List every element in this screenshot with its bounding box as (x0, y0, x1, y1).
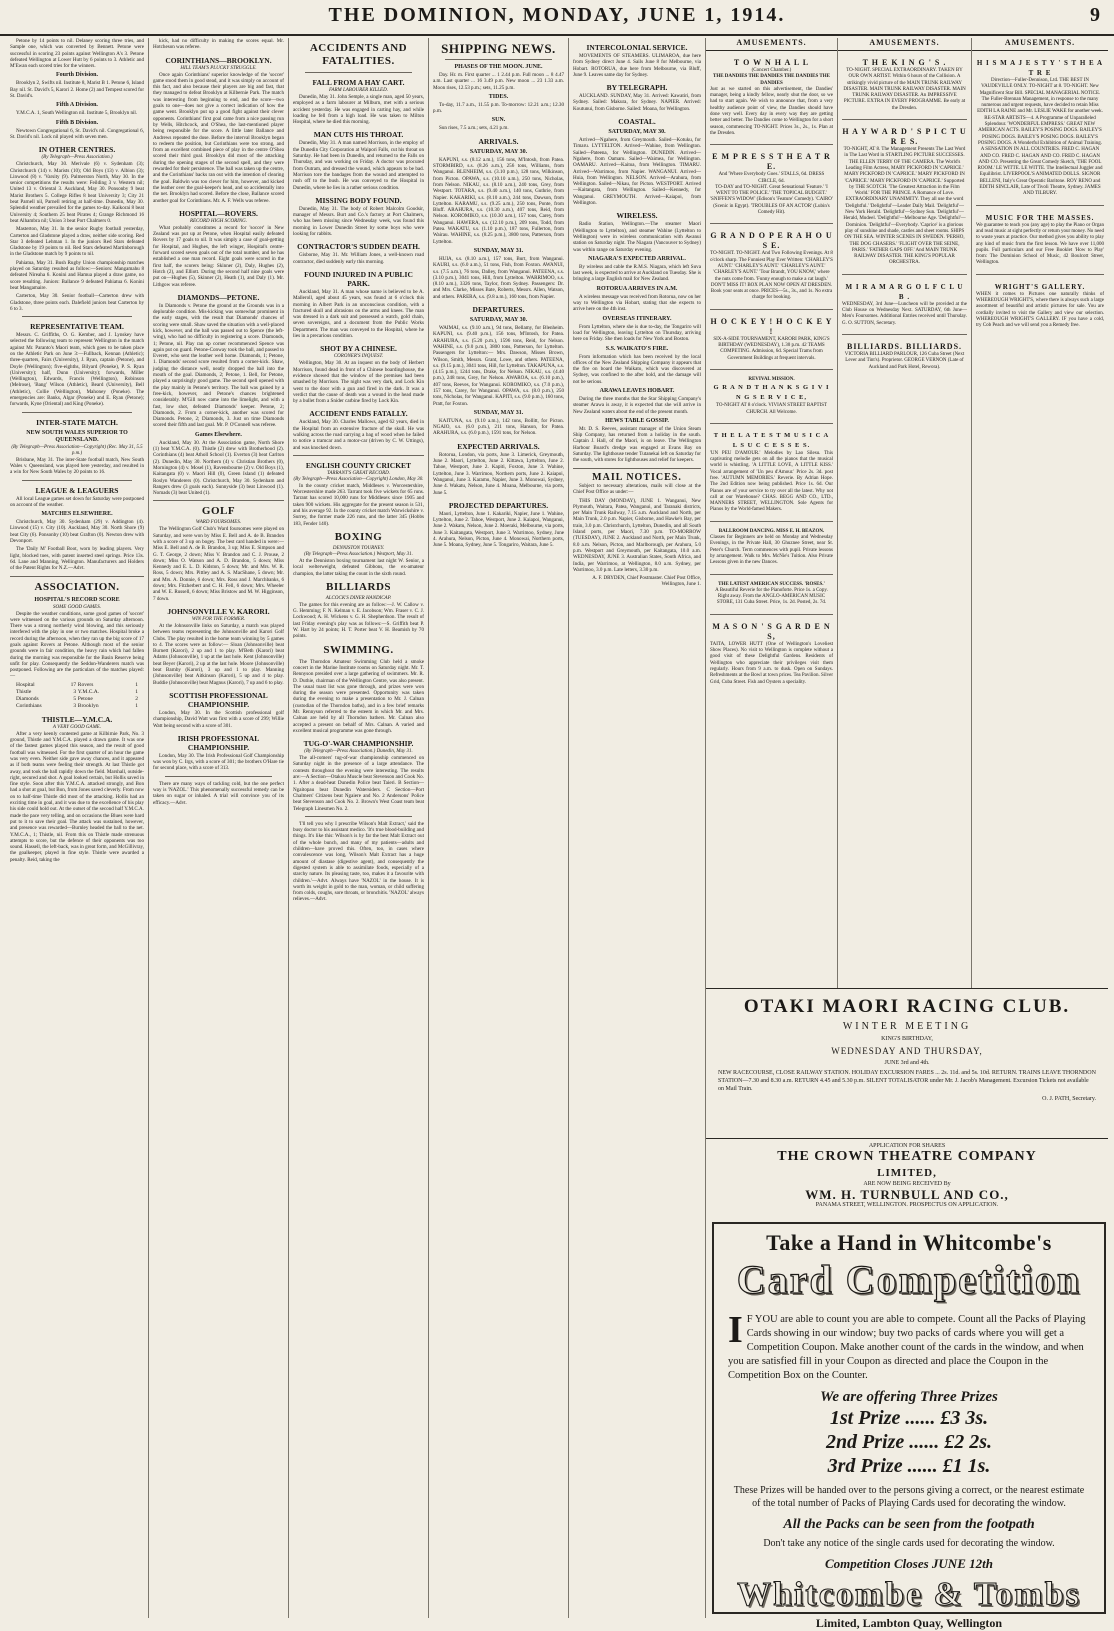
article-text: THIS DAY (MONDAY), JUNE 1. Wanganui, New Plymouth, Waitara, Patea, Wanganui, and Taranaki districts, per Main Trunk Railway, 7.15 a.m. Auckland and North, per Main Trunk, 2.0 p.m. Napier, Gisborne, and Hawke's Bay, per train, 3.0 p.m. Christchurch, Lyttelton, Dunedin, and all South Island ports, per Maori, 7.30 p.m. TO-MORROW (TUESDAY), JUNE 2. Auckland and North, per Main Trunk, 8.0 a.m. Nelson, Picton, and Marlborough, per Arahura, 5.0 p.m. Westport and Greymouth, per Kaitangata, 10.0 a.m. WEDNESDAY, JUNE 3. Australian States, South Africa, and India, per Warrimoo, at Wellington, 8.0 a.m. Sydney, per Warrimoo, 3.0 p.m. Late letters, 3.30 p.m. (573, 497, 701, 573)
advertisement-text: The 'Daily M' Football Boot, worn by leading players. Very light, blocked toes, with patent inserted steel springs. Price 13s. 6d. Lane and Manning, Wellington. Manufacturers and Holders of the Patent Rights for N.Z.—Advt. (10, 546, 144, 572)
ad-line: TO-NIGHT. TO-NIGHT. And Two Following Evenings. At 8 o'clock sharp. The Funniest Play Ever Written: 'CHARLEY'S AUNT.' 'CHARLEY'S AUNT.' 'CHARLEY'S AUNT.' 'CHARLEY'S AUNT.' 'Tour Brandt, YOU KNOW,' where the nuts come from. 'Funny enough to make a cat laugh.' DON'T MISS IT! BOX PLAN NOW OPEN AT DRESDEN. Book your seats at once. PRICES—5s., 3s., and 1s. No extra charge for booking. (710, 251, 833, 301)
results-cell: Rovers (77, 681, 94, 688)
article-text: Arrived—Ngahere, from Greymouth. Sailed—Kotuku, for Timaru. LYTTELTON. Arrived—Wahine, from Wellington. Sailed—Pateena, for Wellington. DUNEDIN. Arrived—Ngahere, from Oamaru. Sailed—Waimea, for Wellington. OAMARU. Arrived—Kaitoa, from Wellington. TIMARU. Arrived—Warrimoo, from Napier. WANGANUI. Arrived—Huia, from Wellington. NELSON. Arrived—Arahura, from Wellington. Sailed—Nikau, for Picton. WESTPORT. Arrived—Kaitangata, from Wellington. Sailed—Kennedy, for Wanganui. GREYMOUTH. Arrived—Kaiapoi, from Wellington. (573, 137, 701, 207)
article-text: KAPUNI, s.s. (8.12 a.m.), 156 tons, M'Intosh, from Patea. STORMBIRD, s.s. (8.26 a.m.), 256 tons, Williams, from Wanganui. BLENHEIM, s.s. (3.10 p.m.), 128 tons, Wilkinson, from Picton. OPAWA, s.s. (10.10 a.m.), 250 tons, Nicholas, from Nelson. NIKAU, s.s. (8.10 a.m.), 240 tons, Grey, from Westport. TOTARA, s.s. (9.40 a.m.), 140 tons, Guthrie, from Napier. KAKARIKI, s.s. (8.10 a.m.), 244 tons, Dawson, from Lyttelton. KARAMU, s.s. (9.25 a.m.), 250 tons, Ponte, from Bluff. ARAHURA, s.s. (10.30 a.m.), 407 tons, Reid, from Nelson. KOROMIKO, s.s. (10.30 a.m.), 157 tons, Carey, from Wanganui. HAWERA, s.s. (12.10 p.m.), 209 tons, Todd, from Patea. WAKATU, s.s. (1.10 p.m.), 187 tons, Fullerton, from Wairau. WAHINE, s.s. (8.25 p.m.), 3800 tons, Patterson, from Lyttelton. (433, 156, 564, 245)
divider (976, 205, 1104, 206)
advertisement-grand-opera (710, 228, 833, 304)
article-headline: BILLIARDS (325, 580, 392, 593)
prize-line: 1st Prize ...... £3 3s. (829, 1407, 989, 1429)
article-headline: LEAGUE & LEAGUERS (35, 485, 119, 495)
ad-line: TAITA, LOWER HUTT (One of Wellington's Loveliest Show Places). No visit to Wellington is complete without a good visit of these Delightful Gardens. Residents of Wellington who appreciate their privileges visit them regularly. Hours from 9 a.m. to dusk. Open on Sundays. Refreshments at the Bowl at town prices. Tea Pavilion. Silver Grid, Cuba Street. Fish and Oysters a speciality. (710, 641, 834, 685)
article-text: Despite the weather conditions, some good games of 'soccer' were witnessed on the various grounds on Saturday afternoon. There was a strong northerly wind blowing, and this seriously interfered with the play in one or two matches. Hospital broke a record during the afternoon, when they ran up the big score of 17 goals against Rovers at Petone. Although most of the senior grounds were in fair condition, the heavy rain which had fallen during the morning was responsible for the Basin Reserve being unfit for play. Consequently the Seddon-Wanderers match was postponed. Following are the particulars of the matches played:— (10, 610, 144, 680)
results-cell: Brooklyn (77, 702, 99, 709)
article-text: From Lyttelton, where she is due to-day, the Tongariro will load for Wellington, leaving Lyttelton on Thursday, arriving here on Friday. She then loads for New York and Boston. (573, 323, 701, 343)
ad-title: T H E L A T E S T M U S I C A L S U C C E S S E S. (713, 431, 830, 449)
article-text: During the three months that the Star Shipping Company's steamer Arawa is away, it is expected that she will arrive in New Zealand waters about the end of the present month. (573, 395, 701, 415)
ad-line: VICTORIA BILLIARD PARLOUR, 126 Cuba Street (Next Lever and Tint's). Proprietor. GEORGE VERNON (Late of Auckland and Park Hotel, Rewora). (844, 351, 965, 370)
article-headline: NIAGARA'S EXPECTED ARRIVAL. (588, 255, 686, 262)
results-cell: 1 (135, 688, 138, 695)
results-row (16, 696, 138, 703)
divider (445, 59, 552, 60)
ad-body (728, 1309, 1090, 1383)
section-heading: Games Elsewhere. (195, 431, 242, 438)
advertisement-otaki-racing (706, 988, 1108, 1139)
ad-title: E M P R E S S T H E A T R E. (712, 152, 831, 172)
advertisement-dancing (710, 526, 833, 570)
article-text: Day. Hr. m. First quarter ... 1 2.44 p.m. Full moon ... 8 4.47 a.m. Last quarter ... 16 3.49 p.m. New moon ... 23 1.33 a.m. Moon rises, 12.53 p.m.; sets, 11.25 p.m. (433, 72, 564, 91)
divider (22, 480, 132, 481)
ad-line: BALLROOM DANCING. MISS E. H. BEAZON. (718, 528, 825, 534)
column-6 (706, 38, 838, 988)
ad-line: TO-DAY and TO-NIGHT. Great Sensational 'Feature.' 'I WENT TO THE POLICE.' 'THE TOPICAL BUDGET.' 'SNIFFEN'S WIDOW' (Edison's 'Feature' Comedy). 'CAIRO' (Scenic in Egypt). 'TROUBLES OF AN ACTOR' (Lubin's Comedy Hit). (710, 184, 833, 216)
divider (153, 500, 284, 501)
article-text: To-day, 11.7 a.m., 11.55 p.m. To-morrow: 12.21 a.m.; 12.30 p.m. (433, 101, 564, 115)
advertisement-kings (842, 55, 967, 115)
article-text: Maori, Lyttelton, June 1. Kakariki, Napier, June 1. Wahine, Lyttelton, June 2. Tahoe, Westport, June 2. Kaiapoi, Wanganui, June 2. Wakatu, Nelson, June 2. Moeraki, Melbourne, via ports, June 3. Kaitangata, Westport, June 3. Warrimoo, Sydney, June 4. Arahura, Nelson, Picton, June 4. Monowai, Northern ports, June 5. Moana, Sydney, June 5. Tongariro, Waitara, June 5. (433, 510, 564, 549)
divider (293, 455, 424, 456)
company-name: Whitcombe & Tombs (737, 1576, 1081, 1613)
ad-closing-date: Competition Closes JUNE 12th (825, 1556, 993, 1571)
article-text: Auckland, May 30. Charles Mallows, aged 62 years, died in the Hospital from an extensive fracture of the skull. He was walking across the road carrying a bag of wood when he failed to notice a tramcar and a motor-car (driven by C. W. Uttings), and was knocked down. (293, 419, 424, 451)
article-text: In the county cricket match, Middlesex v. Worcestershire, Worcestershire made 263. Tarrant took five wickets for 65 runs. Tarrant has scored 10,000 runs for Middlesex since 1905 and taken 900 wickets. His aggregate for the present season is 531, and his average 92. In the county cricket match Warwickshire v. Surrey, the former made 226 runs, and the latter 345 (Hobbs 183, Fender 140). (293, 482, 424, 527)
article-text: Radio Station, Wellington.—The steamer Maori (Wellington to Lyttelton), and steamer Wahine (Lyttelton to Wellington) were in wireless communication with Awanui station on Saturday night. The Niagara (Vancouver to Sydney) was within range on Saturday evening. (573, 221, 701, 253)
article-headline: MAN CUTS HIS THROAT. (313, 130, 404, 140)
advertisement-masons-gardens (710, 619, 833, 689)
ad-title: Take a Hand in Whitcombe's (766, 1230, 1052, 1255)
advertisement-whitcombe-card-competition (712, 1222, 1106, 1630)
article-text: Christchurch, May 30. Sydenham (29) v. Addington (4). Linwood (15) v. City (10). Auckland, May 30. North Shore (9) beat City (6). Ponsonby (10) beat Grafton (0). Newton drew with Devonport. (10, 519, 144, 545)
article-headline: ASSOCIATION. (34, 580, 120, 593)
mail-notices-heading: MAIL NOTICES. (592, 471, 682, 483)
section-heading: MATCHES ELSEWHERE. (41, 511, 113, 518)
byline: (By Telegraph—Press Association.) Dunedin, May 31. (304, 749, 413, 755)
ad-line: WEDNESDAY AND THURSDAY, (831, 1046, 983, 1056)
divider (573, 468, 701, 469)
advertisement-wrights-gallery (976, 279, 1104, 333)
ad-title: H A Y W A R D ' S P I C T U R E S. (842, 127, 967, 147)
divider (710, 521, 833, 522)
results-cell: 17 (70, 681, 77, 688)
ad-title: THE CROWN THEATRE COMPANY (777, 1149, 1037, 1164)
ad-line: ARE NOW BEING RECEIVED By (863, 1181, 951, 1187)
article-subheadline: SOME GOOD GAMES. (53, 604, 101, 610)
article-headline: TUG-O'-WAR CHAMPIONSHIP. (303, 739, 414, 749)
divider (710, 223, 833, 224)
divider (842, 334, 967, 335)
article-subheadline: RECORD HIGH SCORING. (189, 218, 248, 224)
article-headline: S.S. WAIKATO'S FIRE. (605, 345, 669, 352)
ad-line: TO-NIGHT AT 8 o'clock. VIVIAN STREET BAPTIST CHURCH. All Welcome. (715, 403, 828, 415)
section-heading: TIDES. (488, 93, 509, 100)
section-heading: COASTAL. (618, 117, 656, 127)
results-cell: Thistle (16, 688, 32, 695)
ad-title: LIMITED, (877, 1167, 937, 1179)
company-address: Limited, Lambton Quay, Wellington (815, 1616, 1003, 1630)
article-text: MOVEMENTS OF STEAMERS. ULIMAROA, due here from Sydney direct June 4. Sails June 8 for Melbourne, via Hobart. ROTORUA, due here from Melbourne, via Bluff, June 9. Leaves same day for Sydney. (573, 53, 701, 78)
article-subheadline: TARRANT'S GREAT RECORD. (326, 470, 391, 476)
article-headline: JOHNSONVILLE V. KARORI. (167, 606, 270, 616)
article-headline: MISSING BODY FOUND. (315, 195, 402, 205)
article-text: Dunedin, May 31. John Semple, a single man, aged 50 years, employed as a farm labourer at Milburn, met with a serious accident yesterday. He was engaged in carting hay, and while loading he fell from a high load. He was taken to Milton Hospital, where he died this morning. (293, 94, 424, 126)
advertisement-empress (710, 149, 833, 219)
column-1 (6, 38, 149, 1618)
results-cell: 5 (73, 695, 77, 702)
article-subheadline: A VERY GOOD GAME. (52, 724, 102, 730)
column-header: AMUSEMENTS. (706, 38, 837, 51)
divider (22, 412, 132, 413)
article-text: Once again Corinthians' superior knowledge of the 'soccer' game stood them in good stead, and it was simply on account of this fact, and also because their players are big and fast, that they managed to defeat Brooklyn at Kilbernie Park. The match was interesting from beginning to end, and the score—two goals to one—does not give a correct indication of how the game went. Brooklyn put up a good fight against their clever opponents. Corinthians' first goal came from a nice passing run by Wells, Hitchcock, and O'Shea, the last-mentioned player being responsible for the score. A little later Ballance and Andrews repeated the dose. Before the interval Brooklyn began to redeem the position, but Corinthians were too strong, and from an excellent combined piece of play in the centre O'Shea scored their third goal. Brooklyn did most of the attacking during the opening stages of the second spell, and they were rewarded for their persistence. The ball was taken up the centre, and the Corinthians' backs ran out with the intention of clearing the goal. Baldwin was too clever for him, however, and kicked the leather over the goal-keeper's head, and so accidentally into the net. Brooklyn had scored. Before the close, Ballance scored another goal for Corinthians. Mr. A. F. Wells was referee. (153, 71, 284, 204)
ad-line: APPLICATION FOR SHARES (868, 1143, 946, 1149)
article-headline: REPRESENTATIVE TEAM. (30, 322, 124, 332)
column-4 (429, 38, 569, 1618)
ad-note: All the Packs can be seen from the footpath (783, 1517, 1035, 1532)
results-cell: 3 (73, 702, 77, 709)
article-subheadline: HILL TEAM'S PLUCKY STRUGGLE. (180, 65, 257, 71)
section-heading: ARRIVALS. (478, 136, 519, 146)
ad-title: MUSIC FOR THE MASSES. (985, 213, 1095, 222)
article-text: Petone by 14 points to nil. Delaney scoring three tries, and Sample one, which was converted by Bennett. Petone were successful in scoring 23 points against Wellington A's 3. Petone defeated Wellington at Lower Hutt by 6 points to 3. Athletic and M'Ewan each scored tries for the winners. (10, 38, 144, 70)
byline: (By Telegraph—Press Association—Copyright) London, May 30. (293, 476, 424, 482)
article-subheadline: WARD FOURSOMES. (195, 520, 242, 526)
divider (710, 574, 833, 575)
results-cell: 3 (73, 688, 77, 695)
results-row (16, 682, 138, 689)
column-8 (972, 38, 1108, 988)
ad-offer: We are offering Three Prizes (820, 1389, 998, 1405)
ad-line: (Concert Chamber.) (751, 68, 792, 73)
advertisement-billiards (842, 339, 967, 374)
results-row (16, 689, 138, 696)
ad-title: G R A N D O P E R A H O U S E. (710, 231, 833, 251)
ad-line: We guarantee to teach you (any age) to play the Piano or Organ and read music at sight perfectly or return your money. No need to waste years at practice. Our method gives you ability to play any kind of music from the first lesson. We have over 11,000 pupils. Full particulars and our Free Booklet 'How to Play' from: The Dominion School of Music, 42 Boulcott Street, Wellington. (976, 222, 1104, 266)
ad-title: WM. H. TURNBULL AND CO., (805, 1187, 1009, 1202)
article-text: Y.M.C.A. 1, South Wellington nil. Institute 5, Brooklyn nil. (16, 110, 138, 117)
article-text: Brooklyn 2, Swifts nil. Institute 8, Marist B 1. Petone 6, Island Bay nil. St. David's 5, Karori 2. Home (2) and Tempest scored for St. David's. (10, 80, 145, 100)
ad-line: And 'Where Everybody Goes.' STALLS, 6d. DRESS CIRCLE, 6d. (718, 172, 825, 184)
article-subheadline: DENNISTON TOURNEY. (332, 545, 385, 551)
divider (22, 316, 132, 317)
divider (842, 274, 967, 275)
article-text: What probably constitutes a record for 'soccer' in New Zealand was put up at Petone, when Hospital easily defeated Rovers by 17 goals to nil. It was simply a case of goal-getting for Hospital, and Hughes, the left winger, Hospital's centre-forward scored seven goals out of the total number, and he has established a one man record. Eight goals were scored in the first half, the scorers being: Skinner (2), Daly, Hughes (2), Hotch (2), and Elliott. During the second half nine goals were put on—Hughes (5), Skinner (2), Heath (1), and Daly (1). Mr. Lithgow was referee. (153, 224, 284, 288)
ad-line: TO-NIGHT, AT 8. The Management Presents The Last Word in The Last Word in STARTLING PICTURE SUCCESSES. THE ELLEN TERRY OF THE CAMERA. The World's Leading Film Actress, MARY PICKFORD IN 'CAPRICE.' MARY PICKFORD IN 'CAPRICE.' MARY PICKFORD IN 'CAPRICE.' MARY PICKFORD IN 'CAPRICE.' Supported by THE SCOTCH. 'The Greatest Attraction in the Film World.' FOR THE PRINCE. A Romance of Love. EXTRAORDINARY UNANIMITY. They all use the word 'Delightful.' 'Delightful'—Leader Daily Mail. 'Delightful'—New York Herald. 'Delightful'—Sydney Sun. 'Delightful'—Herald, Mudeel. 'Delightful'—Melbourne Age. 'Delightful'—Dominion. 'Delightful'—Everybody. 'Caprice' is a glorious play of sunshine and shade, castles and sheet rooms. SHIPS ON THE SEA. WINTER SCENES IN SWEDEN. 'PERHO, THE DOG CHASERS.' 'FLIGHT OVER THE SEINE, PARIS.' 'FATHER GAPS OFF.' And MAIN TRUNK RAILWAY DISASTER. THE KING'S POPULAR ORCHESTRA. (843, 147, 966, 266)
prize-line: 3rd Prize ...... £1 1s. (827, 1455, 991, 1477)
results-row (16, 703, 138, 710)
ad-title: T O W N H A L L (733, 58, 810, 67)
section-heading: BY TELEGRAPH. (606, 83, 668, 93)
ad-line: REVIVAL MISSION. (748, 376, 795, 382)
advertisement-hockey (710, 314, 833, 365)
article-text: At the Denniston boxing tournament last night W. Senior, a local welterweight, defeated Gibbons, the ex-amateur champion, the latter taking the count in the sixth round. (293, 557, 424, 577)
ad-line: WINTER MEETING (842, 1021, 972, 1032)
article-text: Wellington, May 30. At an inquest on the body of Herbert Morrison, found dead in front of a Chinese boardinghouse, the evidence showed that the window of the premises had been smashed by Morrison. The night was very dark, and Lock Kin went to the door with a gun and fired in the dark. It was a verdict that the cause of death was a wound in the head made by a bullet from a Snider carbine fired by Lock Kin. (293, 360, 424, 405)
ad-body-text: These Prizes will be handed over to the persons giving a correct, or the nearest estimate of the total number of Packs of Playing Cards used for decorating the window. (733, 1485, 1085, 1509)
article-text: From information which has been received by the local offices of the New Zealand Shipping Company it appears that the fire on board the Waikato, which was discovered at Sydney, was confined to the after hold, and the damage will not be serious. (573, 353, 701, 385)
article-headline: SHOT BY A CHINESE. (320, 344, 397, 354)
date-heading: SATURDAY, MAY 30. (469, 148, 528, 155)
article-text: After a very keenly contested game at Kilbirnie Park, No. 3 ground, Thistle and Y.M.C.A. played a drawn game. It was one of the fastest games played this season, and the result of good football was witnessed. For the first quarter of an hour the game was very even. Neither side gave away chances, and it appeared as if both teams were feeling their strength. At last Thistle got away, and took the ball rapidly down the field. Marshall, outside-right, secured and shot. A goal looked certain, but Hollis saved in fine style. Soon after this Y.M.C.A. attacked strongly, and Bon had a shot at goal, but Bon, from Jones saved cleverly. From now on to half-time Thistle did most of the attacking. Hollis had an exciting time in goal, and it was due to the excellence of his play his side could hold out. At the outset of the second half Y.M.C.A. made the pace very telling, and on occasions the Blues were hard put to it to save their goal. The attack was sustained, however, and presence was rewarded—Burnley headed the ball to the net. Y.M.C.A., 1; Thistle, nil. From this on Thistle made strenuous attempts to score, but the defence of their opponents was too sound. Hassell, the left-back, was in great form, and McGillivray, the goalkeeper, played in fine style. Thistle were awarded a penalty. Reid, taking the (10, 730, 144, 863)
results-cell: 1 (135, 702, 138, 709)
article-headline: BOXING (334, 530, 383, 543)
divider (710, 309, 833, 310)
newspaper-title: THE DOMINION, MONDAY, JUNE 1, 1914. (328, 4, 786, 26)
article-headline: DIAMONDS—PETONE. (177, 292, 260, 302)
article-headline: HEWS TABLE GOSSIP. (605, 417, 669, 424)
article-text: Christchurch, May 30. Merivale (6) v. Sydenham (3); Christchurch (14) v. Marists (10); Old Boys (13) v. Albion (3); Linwood (8) v. 'Varsity (9). Palmerston North, May 30. In the senior competitions the results were: Feilding 3 v. Western nil; United 13 v. Oriental 3. Auckland, May 30. Ponsonby 9 beat Marist Brothers 5. College Rifles 8 beat University 3; City 21 beat Parnell nil, Parnell retiring at half-time. Dunedin, May 30. Splendid weather prevailed for the games to-day. Kaikorai 8 beat University 4; Southern 25 beat Pirates 4; Grange Richmond 16 beat Alhambra nil; Union 3 beat Port Chalmers 0. (10, 161, 144, 224)
article-text: Subject to necessary alterations, mails will close at the Chief Post Office as under:— (573, 482, 701, 496)
article-subheadline: HOSPITAL'S RECORD SCORE (34, 596, 120, 603)
advertisement-miramar-golf (842, 279, 967, 330)
section-heading: WIRELESS. (616, 211, 658, 221)
date-heading: SATURDAY, MAY 30. (469, 317, 528, 324)
article-headline: SWIMMING. (323, 643, 394, 656)
section-heading: Fifth A Division. (56, 102, 98, 109)
article-text: Dunedin, May 31. The body of Robert Malcolm Goodsir, manager of Messrs. Burt and Co.'s factory at Port Chalmers, who has been missing since Wednesday week, was found this morning in Lower Dunedin Street by some boys who were looking for rabbits. (293, 205, 424, 238)
article-headline: ENGLISH COUNTY CRICKET (305, 460, 412, 470)
advertisement-music-masses (976, 210, 1104, 270)
results-cell: Y.M.C.A. (77, 688, 100, 695)
article-headline: FOUND INJURED IN A PUBLIC PARK. (304, 269, 413, 288)
date-heading: SATURDAY, MAY 30. (608, 129, 666, 136)
divider (976, 274, 1104, 275)
ad-line: WHEN it comes to Pictures one naturally thinks of WHEREOUGH WRIGHT'S, where there is always such a large assortment of beautiful and artistic pictures for sale. You are cordially invited to visit the Gallery and view our selection. WHEREOUGH WRIGHT'S GALLERY. IF you have a cold, try Cob Peach and we will send you a Remedy free. (976, 291, 1104, 329)
section-heading: Fourth Division. (55, 72, 98, 79)
article-headline: ROTORUA ARRIVES IN A.M. (596, 285, 678, 292)
article-text: The games for this evening are as follow:—J. W. Callow v. G. Hemming; F. N. Kelman v. E. Jacobson; Wm. Fraser v. C. J. Lockwood; A. H. Wickens v. G. H. Shepherdson. The result of last Friday evening's play was as follows:—S. Griffith beat P. W. Hart by 24 points; H. T. Porter beat V. H. Beamish by 70 points. (293, 601, 424, 640)
article-text: KAITUNA, s.s. (9.10 a.m.), 142 tons, Bollitt, for Picton. NGAIO, s.s. (6.0 p.m.), 211 tons, Hanson, for Patea. ARAHURA, s.s. (6.0 p.m.), 1591 tons, for Nelson. (433, 417, 564, 437)
advertisement-roses (710, 579, 833, 610)
date-heading: SUNDAY, MAY 31. (473, 247, 524, 254)
results-table (16, 682, 138, 710)
article-headline: HOSPITAL—ROVERS. (179, 208, 258, 218)
divider (710, 423, 833, 424)
ad-title: M I R A M A R G O L F C L U B . (845, 282, 964, 301)
page-number: 9 (1090, 4, 1100, 26)
article-headline: ACCIDENTS AND FATALITIES. (309, 42, 408, 67)
ad-line: Classes for Beginners are held on Monday and Wednesday Evenings, in the Private Hall, 30 Ghuznee Street, near St. Peter's Church. Term commences with pupil. Private lessons by arrangement. Walk to Mrs. McNie's Tuition. Also Private Lessons given in the new Dances. (710, 535, 833, 566)
section-heading: INTERCOLONIAL SERVICE. (586, 43, 688, 52)
article-headline: IRISH PROFESSIONAL CHAMPIONSHIP. (177, 733, 260, 752)
article-text: kick, had no difficulty in making the scores equal. Mr. Hotcheson was referee. (153, 38, 284, 51)
ad-line: KING'S BIRTHDAY, (881, 1036, 933, 1042)
ad-line: Just as we started on this advertisement, the Dandies' manager, being a kindly fellow, nearly shut the door, so we had to start again. We wish to announce that, from a very healthy audience point of view, the Dandies should have done very well. Every day in every way they are getting better and better. The Dandies come to Wellington for a short season, commencing TO-NIGHT. Prices 3s., 2s., 1s. Plan at the Dresden. (710, 86, 833, 136)
column-5 (569, 38, 706, 1618)
ad-title: WRIGHT'S GALLERY. (994, 282, 1086, 291)
article-text: Messrs. C. Griffiths, O. G. Kember, and J. Lynskey have selected the following team to represent Wellington in the match against Mr. Paranto's Maori team, which goes to be taken place on the Athletic Park on June 3:—Fullback, Kennan (Athletic); three-quarters, Fairs (University), J. Ryan, captain (Petone), and Doyle (Wellington); five-eighths, Bilyard (Poneke), P. S. Ryan (University); half, Dunn (University); forwards, Miller (Wellington), Edwards, Francis (Wellington), Robinson (Melrose), 'Bang' Wilson (Athletic), Beard (University), Bell (Athletic), Collie (Wellington), Mahoney (Poneke). The emergencies are: Banks, Algar (Poneke) and E. Ryan (Petone); forwards, Kyne (Oriental) and King (Poneke). (10, 332, 144, 408)
article-text: Rotorua, London, via ports, June 3. Limerick, Greymouth, June 2. Maori, Lyttelton, June 2. Kittawa, Lyttelton, June 2. Tahoe, Westport, June 2. Kapiti, Foxton, June 3. Wahine, Lyttelton, June 3. Warrimoo, Northern ports, June 2. Kaiapoi, Wanganui, June 3. Karamu, Napier, June 3. Monowai, Sydney, June 4. Wakatu, Nelson, June 4. Moana, Melbourne, via ports, June 5. (433, 451, 564, 496)
article-text: London, May 30. In the Scottish professional golf championship, David Watt was first with a score of 299; Willie Watt being second with a score of 301. (153, 709, 284, 729)
article-headline: FALL FROM A HAY CART. (312, 78, 405, 87)
divider (10, 576, 144, 577)
column-3 (289, 38, 429, 1618)
ad-title: T H E K I N G ' S . (862, 58, 947, 67)
divider (710, 369, 833, 370)
article-subheadline: ALCOCK'S DINER HANDICAP. (325, 595, 392, 601)
divider (842, 119, 967, 120)
column-header: AMUSEMENTS. (972, 38, 1108, 51)
advertisement-text: There are many ways of tackling cold, but the one perfect way is 'NAZOL.' This phenomenally successful remedy can be taken on sugar or inhaled. A trial will convince you of its efficacy.—Advt. (153, 780, 284, 806)
article-text: The Wellington Golf Club's Ward foursomes were played on Saturday, and were won by Miss E. Bell and A. de B. Brandon with a score of 3 up on bogey. The best card handed in were:—Miss E. Bell and A. de B. Brandon, 3 up; Miss E. Simpson and G. T. George, 2 down; Miss V. Brandon and C. J. Prouse, 2 down; Miss O. Watson and A. D. Brandon, 5 down; Miss Kennedy and E. L. D. Kidston, 5 down; Mr. and Mrs. W. R. Ross, 5 down; Mrs. Pittley and A. S. MacShane, 5 down; Mr. and Mrs. A. Donnie, 6 down; Mrs. Ross and J. Marchbanks, 6 down; Mrs. Fitzherbert and C. H. Fell, 6 down; Mrs. Wheeler and W. E. Russell, 6 down; Miss Bristow and M. W. Higginson, 7 down. (153, 526, 284, 602)
column-header: AMUSEMENTS. (838, 38, 971, 51)
article-text: Sun rises, 7.5 a.m.; sets, 4.21 p.m. (439, 125, 509, 132)
article-text: Brisbane, May 31. The inter-State football match, New South Wales v. Queensland, was played here yesterday, and resulted in a win for New South Wales by 20 points to 16. (10, 456, 144, 476)
article-text: Auckland, May 30. At the Association game, North Shore (1) beat Y.M.C.A. (0). Thistle (2) drew with Brotherhood (2). Corinthians (4) beat Atholl School (1). Everton (3) beat Carlton (2). Dunedin, May 30. Northern (4) v. Christian Brothers (0), Mornington (4) v. Mosel (1), Ravensbourne (2) v. Old Boys (1), Kaitangata (0) v. Maori Hill (0), Green Island (1) defeated Roslyn Wanderers (0). Christchurch, May 30. Sydenham and Rangers drew (3 goals each). Sunnyside (3) beat Linwood (1). Nomads (3) beat United (1). (153, 439, 284, 497)
article-headline: SCOTTISH PROFESSIONAL CHAMPIONSHIP. (169, 690, 268, 709)
divider (710, 144, 833, 145)
article-text: Masterton, May 31. In the senior Rugby football yesterday, Carterton and Gladstone played a draw, neither side scoring. Red Star 3 defeated Lehman 1. In the juniors Red Stars defeated Gladstone by 19 points to nil. Red Stars defeated Martinborough in the Gladstone match by 9 points to nil. (10, 226, 144, 258)
ad-body-text: F YOU are able to count you are able to compete. Count all the Packs of Playing Cards showing in our window; buy two packs of cards where you will get a Competition Coupon. Make another count of the cards in the window, and when you are satisfied fill in your Coupon as directed and place the Coupon in the Competition Box on the Counter. (728, 1314, 1086, 1381)
article-headline: OVERSEAS ITINERARY. (602, 315, 672, 322)
divider (165, 776, 272, 777)
article-headline: IN OTHER CENTRES. (38, 145, 116, 155)
ad-line: WEDNESDAY, 3rd June—Luncheon will be provided at the Club House on Wednesday Next. SATURDAY, 6th June—Men's Foursomes. Additional Entries received until Thursday. G. O. SUTTON, Secretary. (842, 301, 967, 326)
article-subheadline: FARM LABOURER KILLED. (329, 88, 388, 93)
article-text: The Thorndon Amateur Swimming Club held a smoke concert in the Marine Institute rooms on Saturday night. Mr. T. Rennyson presided over a large gathering of swimmers. Mr. R. D. Duthie, chairman of the Wellington Centre, was also present. The usual toast list was gone through, and prizes were won during the season were presented. Opportunity was taken during the evening to make a presentation to Mr. J. Calnan (custodian of the Thorndon baths), and in a few brief remarks Mr. Rennyson referred to the esteem in which Mr. and Mrs. Calnan are held by all Thorndon bathers. Mr. Calnan also accepted a present on behalf of Mrs. Calnan. A varied and excellent musical programme was gone through. (293, 658, 424, 734)
article-text: HUIA, s.s. (8.10 a.m.), 157 tons, Burt, from Wanganui. KAURI, s.s. (6.0 a.m.), 51 tons, Fish, from Foxton. AWANUI, s.s. (7.5 a.m.), 76 tons, Dalley, from Wanganui. PATEENA, s.s. (3.10 p.m.), 3041 tons, Hill, from Lyttelton. WARRIMOO, s.s. (8.10 a.m.), 3326 tons, Taylor, from Sydney. Passengers: Dr. and Mrs. Clarke, Misses Bate, Roberts, Messrs. Allen, Watson, and others. PARERA, s.s. (9.8 a.m.), 160 tons, from Napier. (433, 255, 564, 300)
article-text: By wireless and cable the R.M.S. Niagara, which left Suva last week, is expected to arrive at Auckland on Tuesday. She is bringing a large English mail for New Zealand. (573, 263, 701, 283)
ad-signature: O. J. PATH, Secretary. (1042, 1096, 1096, 1102)
section-heading: Fifth B Division. (55, 119, 99, 126)
advertisement-crown-theatre (706, 1138, 1108, 1223)
article-subheadline: NEW SOUTH WALES SUPERIOR TO QUEENSLAND. (26, 429, 128, 443)
article-text: WAIMAI, s.s. (9.10 a.m.), 94 tons, Bellamy, for Blenheim. KAPUNI, s.s. (9.40 p.m.), 156 tons, M'Intosh, for Patea. ARAHURA, s.s. (5.20 p.m.), 1596 tons, Reid, for Nelson. WAHINE, s.s. (9.0 p.m.), 3800 tons, Patterson, for Lyttelton. Passengers for Lyttelton:— Mrs. Dawson, Misses Brown, Wilson, Smith, Messrs. Grant, Lowe, and others. PATEENA, s.s. (9.15 p.m.), 3041 tons, Hill, for Lyttelton. TAKAPUNA, s.s. (4.15 p.m.), 1244 tons, Drake, for Nelson. NIKAU, s.s. (4.40 p.m.), 248 tons, Grey, for Nelson. AWAROA, s.s. (6.10 p.m.), 407 tons, Reeves, for Wanganui. KOROMIKO, s.s. (7.0 p.m.), 157 tons, Carey, for Wanganui. OPAWA, s.s. (8.0 p.m.), 250 tons, Nicholas, for Wanganui. KAPITI, s.s. (9.0 p.m.), 160 tons, Pratt, for Foxton. (433, 325, 564, 407)
article-subheadline: CORONER'S INQUEST. (333, 354, 384, 360)
ad-title: BILLIARDS. BILLIARDS. (846, 341, 963, 351)
column-7 (838, 38, 972, 988)
drop-cap: I (728, 1309, 743, 1351)
masthead (0, 0, 1114, 36)
article-headline: THISTLE—Y.M.C.A. (41, 714, 113, 724)
ad-line: 'UN PEU D'AMOUR.' Melodies by Lao Silesu. This captivating melodie gets on all the pianos that the musical world is whistling. 'A LITTLE LOVE, A LITTLE KISS.' Vocal arrangement of 'Un peu d'Amour.' Price 2s. 3d. post free. 'AUTUMN MEMORIES.' Reverie. By Adrian Hope. The 2nd Edition now being published. Price 1s. 6d. Our Pianos are of your service to try over all the latest. Why not call at our Warehouse? CHAS. BEGG AND CO., LTD., MANNERS STREET, WELLINGTON. Sole Agents for Pianos by the World-famed Makers. (710, 450, 833, 513)
ad-title: H I S M A J E S T Y ' S T H E A T R E (976, 59, 1104, 77)
ad-line: PANAMA STREET, WELLINGTON. PROSPECTUS ON APPLICATION. (815, 1202, 999, 1208)
results-cell: Petone (77, 695, 93, 702)
article-text: Dunedin, May 31. A man named Morrison, in the employ of the Dunedin City Corporation at Waipori Falls, cut his throat on Saturday. He had been in Dunedin, and returned to the Falls on Thursday, and was working on Friday. A doctor was procured from Outram, and dressed the wound, which appears to be bad. Morrison tore the bandages from the wound and attempted to rush off to the bush. He was conveyed to the Hospital in Dunedin, where he lies in a rather serious condition. (293, 140, 424, 191)
ad-line: THE LATEST AMERICAN SUCCESS. 'ROSES.' (718, 581, 825, 587)
article-text: AUCKLAND. SUNDAY, May 31. Arrived: Kawatiri, from Sydney. Sailed: Makura, for Sydney. NAPIER. Arrived: Koutunui, from Gisborne. Sailed: Moana, for Wellington. (573, 93, 701, 112)
article-headline: ACCIDENT ENDS FATALLY. (309, 409, 408, 419)
article-headline: ARAWA LEAVES HOBART. (599, 387, 675, 394)
divider (710, 614, 833, 615)
article-text: Pahiatua, May 31. Bush Rugby Union championship matches played on Saturday resulted as follow:—Seniors: Mangamahu 8 defeated Nireaha 6. Konini and Hamua played a draw game, no score resulting. Juniors: Ballance 9 defeated Pahiatua 6. Konini beat Mangamaire. (10, 259, 144, 291)
advertisement-his-majestys (976, 55, 1104, 201)
section-heading: PHASES OF THE MOON. JUNE. (454, 64, 543, 70)
section-headline: SHIPPING NEWS. (441, 41, 556, 56)
article-subheadline: WIN FOR THE FORMER. (191, 616, 246, 622)
article-headline: CONTRACTOR'S SUDDEN DEATH. (297, 242, 420, 252)
ad-line: NEW RACECOURSE, CLOSE RAILWAY STATION. HOLIDAY EXCURSION FARES ... 2s. 11d. and 5s. 10d. RETURN. TRAINS LEAVE THORNDON STATION—7.30 and 8.30 a.m. RETURN 4.45 and 5.30 p.m. SILENT TOTALISATOR under Mr. J. Jacob's Management. Excursion Tickets not available on Mail Train. (718, 1070, 1096, 1092)
article-text: The all-comers' tug-of-war championship commenced on Saturday night in the presence of a large attendance. The contests throughout the evening were interesting. The results are:—A Section—Otakou Muscle beat Stevenson and Cook No. 1. After a dead-heat Dunedin Police beat Taieri. B Section—Ngaitopau beat Dunedin Watersiders. C Section—Port Chalmers' Citizens beat Ngaiere and No. 2 Andersons' Police beat Stevenson and Cook No. 2. Brown's West Coast team beat Telegraph Linesmen No. 2. (293, 755, 424, 812)
prize-line: 2nd Prize ...... £2 2s. (825, 1431, 993, 1453)
divider (305, 72, 412, 73)
advertisement-haywards (842, 124, 967, 270)
ad-line: Direction—Fuller-Dennison, Ltd. THE BEST IN VAUDEVILLE ONLY. TO-NIGHT at 8. TO-NIGHT. New Magnificent Star Bill. SPECIAL MANAGERIAL NOTICE. The Fuller-Brennan Management, in response to the many numerous and urgent requests, have decided to retain Miss EDITH LA RAINE and Mr. LESLIE WAKE for another week. RE-STAR ARTISTS—4. A Programme of Unparalleled Splendour. 'WONDERFUL EMPRESS.' GREAT NEW AMERICAN ACTS. BAILEY'S POSING DOGS. BAILEY'S POSING DOGS. BAILEY'S POSING DOGS. BAILEY'S POSING DOGS. A Wonderful Exhibition of Animal Training. A SENSATION IN ALL COUNTRIES. FRED C. HAGAN AND CO. FRED C. HAGAN AND CO. FRED C. HAGAN AND CO. Presenting the Great Comedy Sketch, 'THE FOOL ROOM.' LE WITTE. LE WITTE. The Intellectual Juggler and Equilibrist. LIVERPOOL'S ANIMATED DOLLS. SIGNOR BELLENI, Italy's Great Operatic Baritone. ROY RENO and EDITH SINCLAIR, Late of Tivoli Theatre, Sydney. JAMES AND TILBURY. (977, 78, 1103, 197)
byline: (By Telegraph—Press Association.) (41, 155, 113, 161)
ad-title: OTAKI MAORI RACING CLUB. (743, 996, 1071, 1017)
results-cell: 1 (135, 681, 138, 688)
section-heading: PROJECTED DEPARTURES. (448, 500, 549, 510)
article-text: In Diamonds v. Petone the ground at the Grounds was in a deplorable condition. Mis-kicking was somewhat prominent in the early stages, with the result that Diamonds' chances of scoring were small. Shaw saved the situation with a well-placed kick, however, and the ball was passed out to Spence (the left-wing), who had no difficulty in registering a score. Diamonds, 1; Petone, nil. Play ran up corner recommenced Spence was again put on guard. Petone-Conway took the ball, and passed to Everett, who sent the leather well home. Diamonds, 1; Petone, 1. Diamonds' second score resulted from a corner-kick. Shaw, judging the distance well, neatly dropped the ball into the mouth of the goal. Diamonds, 2; Petone, 1. Bell, for Petone, played a surprisingly good game. The second spell opened with the play mainly in Petone's territory. The ball was gained by a free-kick, however, and Petone's chances brightened considerably. M'Gill now came into the limelight, and with a fast, low shot, defeated Diamonds' keeper. Petone, 2; Diamonds, 2. From a corner-kick, another was scored for Diamonds. Petone, 2; Diamonds, 3. Just on time Diamonds scored their fifth and last goal. Mr. P. O'Connell was referee. (153, 302, 284, 429)
ad-line: TO-NIGHT. SPECIAL EXTRAORDINARY. TAKEN BY OUR OWN ARTIST. Within 6 hours of the Collision. A strikingly vivid picture of the MAIN TRUNK RAILWAY DISASTER. MAIN TRUNK RAILWAY DISASTER. MAIN TRUNK RAILWAY DISASTER. An IMPRESSIVE PICTURE. EXTRA IN EVERY PROGRAMME. Be early at the Dresden. (843, 68, 966, 111)
ad-title: H O C K E Y ! H O C K E Y ! (710, 316, 833, 336)
article-text: Carterton, May 30. Senior football—Carterton drew with Gladstone, three points each. Dalefield juniors beat Carterton by 6 to 3. (10, 293, 144, 312)
article-headline: INTER-STATE MATCH. (36, 417, 118, 427)
section-heading: SUN. (491, 117, 506, 124)
advertisement-town-hall (710, 55, 833, 140)
ad-display-title: Card Competition (736, 1257, 1082, 1302)
ad-line: A Beautiful Reverie for the Pianoforte. Price 1s. a Copy. Right away. From the ANGLO-AMERICAN MUSIC STORE, 131 Cuba Street. Price, 1s. 2d. Posted, 2s. 7d. (715, 587, 828, 606)
date-heading: SUNDAY, MAY 31. (473, 409, 524, 416)
section-heading: DEPARTURES. (472, 305, 525, 315)
article-text: All local League games set down for Saturday were postponed on account of the weather. (10, 495, 144, 508)
ad-title: M A S O N ' S G A R D E N S, (712, 621, 831, 641)
byline: (By Telegraph—Press Association—Copyright) (Rec. May 31, 5.5 p.m.) (11, 444, 143, 456)
results-cell: Diamonds (16, 695, 39, 702)
article-text: London, May 30. The Irish Professional Golf Championship was won by C. Irgs, with a score of 301; the brothers O'Hare tie for second place, with a score of 313. (153, 752, 284, 772)
results-cell: 2 (135, 695, 138, 702)
advertisement-music (710, 428, 833, 517)
ad-line: JUNE 3rd and 4th. (884, 1060, 930, 1066)
article-text: A wireless message was received from Rotorua, now on her way to Wellington via Hobart, stating that she expects to arrive here on the 4th inst. (573, 293, 701, 313)
advertisement-text: 'I'll tell you why I prescribe Wilson's Malt Extract,' said the busy doctor to his assistant medico. 'It's true blood-building and things. It's like this: Wilson's is by far the best Malt Extract out of the whole bunch, and many of my patients—adults and children—have proved this. Often, too, in cases where convalescence was long, Wilson's Malt Extract has a huge amount of diastase (digestive agent), and consequently the digested system is able to assimilate foods, especially of a starchy nature. Its pleasing taste, too, makes it a favourite with children.'—Advt. Always have 'NAZOL' in the house. It is worth its weight in gold to the man, woman, or child suffering from colds, coughs, sore throats, or bronchitis. 'NAZOL' always relieves.—Advt. (293, 820, 424, 903)
ad-body-text: Don't take any notice of the single cards used for decorating the window. (763, 1538, 1055, 1549)
divider (305, 816, 412, 817)
column-2 (149, 38, 289, 1618)
article-text: Auckland, May 31. A man whose name is believed to be A. Malleroll, aged about 45 years, was found at 6 o'clock this morning in Albert Park in an unconscious condition, with a fractured skull and abrasions on the arms and knees. The man was dressed in a dark suit and possessed a watch, gold chain, seven sovereigns, and a document from the Public Works Department. The man was conveyed to the Hospital, where he lies in a precarious condition. (293, 288, 424, 340)
ad-title: G R A N D T H A N K S G I V I N G S E R V I C E, (713, 384, 830, 402)
signature-text: A. F. DRYDEN, Chief Postmaster. Chief Post Office, Wellington, June 1. (592, 575, 701, 588)
article-headline: CORINTHIANS—BROOKLYN. (165, 55, 272, 65)
ad-line: SIX-A-SIDE TOURNAMENT, KARORI PARK, KING'S BIRTHDAY (WEDNESDAY), 1.30 p.m. 42 TEAMS COMPETING. Admission, 6d. Special Trams from Government Buildings at frequent intervals. (713, 336, 830, 361)
article-text: At the Johnsonville links on Saturday, a match was played between teams representing the Johnsonville and Karori Golf Clubs. The play resulted in the home team winning by 5 games to 4. The scores were as follow:— Sloan (Johnsonville) beat Burnett (Karori), 2 up and 1 to play. M'Beth (Karori) beat Adams (Johnsonville), 1 up at the last hole. Kent (Johnsonville) beat Beyer (Karori), 2 up at the last hole. Moore (Johnsonville) beat Barnby (Karori), 3 up and 1 to play. Manning (Johnsonville) beat Aitkinson (Karori), 5 up and 4 to play. Buddie (Johnsonville) beat Magnus (Karori), 7 up and 6 to play. (153, 622, 284, 686)
byline: (By Telegraph—Press Association.) Westport, May 31. (304, 551, 413, 557)
article-text: Gisborne, May 31. Mr. William Jones, a well-known road contractor, died suddenly early this morning. (293, 252, 424, 265)
section-heading: EXPECTED ARRIVALS. (457, 441, 540, 451)
article-text: Newtown Congregational 6, St. David's nil. Congregational 6, St. David's nil. Lock nil played with seven men. (10, 127, 144, 140)
article-headline: GOLF (201, 505, 236, 518)
results-cell: Hospital (16, 681, 35, 688)
article-text: Mr. D. S. Reeves, assistant manager of the Union Steam Ship Company, has returned from a holiday in the south. Captain J. Hall, of the Maori, is on leave. The Wellington Harbour Board's dredge was engaged at Evans Bay on Saturday. The lighthouse tender Tutanekai left on Saturday for the south, with stores for lighthouses and relief for keepers. (573, 425, 701, 464)
results-cell: Corinthians (16, 702, 42, 709)
advertisement-revival (710, 374, 833, 419)
ad-line: THE DANDIES THE DANDIES THE DANDIES THE DANDIES (713, 74, 830, 86)
